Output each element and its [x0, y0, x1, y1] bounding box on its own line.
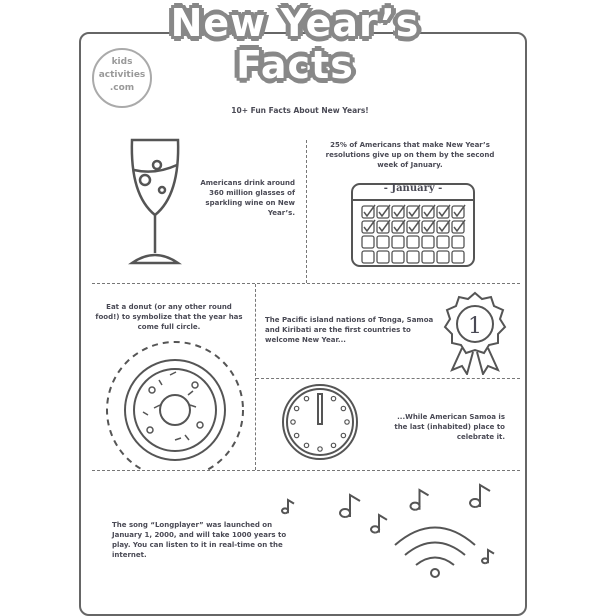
calendar-day — [407, 236, 419, 248]
calendar-day — [377, 251, 389, 263]
divider — [255, 284, 256, 470]
fact-wine: Americans drink around 360 million glasses of sparkling wine on New Year’s. — [200, 179, 295, 217]
calendar-day — [452, 236, 464, 248]
divider — [256, 378, 520, 379]
clock-tick — [291, 420, 295, 424]
music-note — [340, 495, 360, 517]
calendar-day — [437, 251, 449, 263]
music-note — [371, 515, 387, 533]
fact-donut: Eat a donut (or any other round food!) to symbolize that the year has come full circle. — [95, 303, 243, 331]
fact-samoa: ...While American Samoa is the last (inhabited) place to celebrate it. — [394, 413, 505, 441]
medal-number: 1 — [468, 314, 482, 339]
kids-activities-logo — [92, 48, 152, 108]
clock-tick — [294, 433, 298, 437]
clock-tick — [331, 443, 335, 447]
music-note — [482, 550, 494, 563]
calendar-day — [392, 236, 404, 248]
donut-icon — [100, 335, 250, 470]
fact-resolutions: 25% of Americans that make New Year’s resolutions give up on them by the second week of January. — [325, 141, 495, 169]
music-note — [470, 485, 490, 507]
calendar-month: - January - — [383, 183, 443, 194]
music-note — [282, 500, 294, 513]
music-note — [411, 490, 429, 510]
calendar-day — [407, 251, 419, 263]
divider — [92, 470, 520, 471]
calendar-day — [377, 236, 389, 248]
calendar-day — [362, 251, 374, 263]
calendar-icon — [350, 182, 476, 268]
title-line-1: New Year’s — [170, 1, 420, 45]
logo-line: .com — [109, 83, 135, 93]
clock-icon — [280, 382, 360, 462]
logo-line: activities — [98, 70, 146, 80]
clock-tick — [331, 396, 335, 400]
clock-tick — [294, 406, 298, 410]
calendar-day — [362, 236, 374, 248]
logo-line: kids — [111, 57, 133, 67]
clock-tick — [318, 447, 322, 451]
calendar-day — [422, 236, 434, 248]
page-title — [170, 2, 420, 86]
clock-tick — [304, 443, 308, 447]
divider — [306, 140, 307, 283]
fact-longplayer: The song “Longplayer” was launched on January 1, 2000, and will take 1000 years to play. You can listen to it in real-time on the internet. — [112, 521, 287, 559]
subtitle: 10+ Fun Facts About New Years! — [231, 106, 369, 115]
title-line-2: Facts — [236, 43, 354, 87]
clock-tick — [304, 396, 308, 400]
calendar-day — [422, 251, 434, 263]
calendar-day — [437, 236, 449, 248]
calendar-day — [452, 251, 464, 263]
clock-tick — [345, 420, 349, 424]
wine-glass-icon — [120, 135, 190, 275]
clock-tick — [341, 433, 345, 437]
divider — [92, 283, 520, 284]
clock-tick — [341, 406, 345, 410]
calendar-day — [392, 251, 404, 263]
fact-pacific: The Pacific island nations of Tonga, Samoa and Kiribati are the first countries to welcome New Year... — [265, 316, 434, 344]
music-notes-icon — [270, 475, 510, 585]
